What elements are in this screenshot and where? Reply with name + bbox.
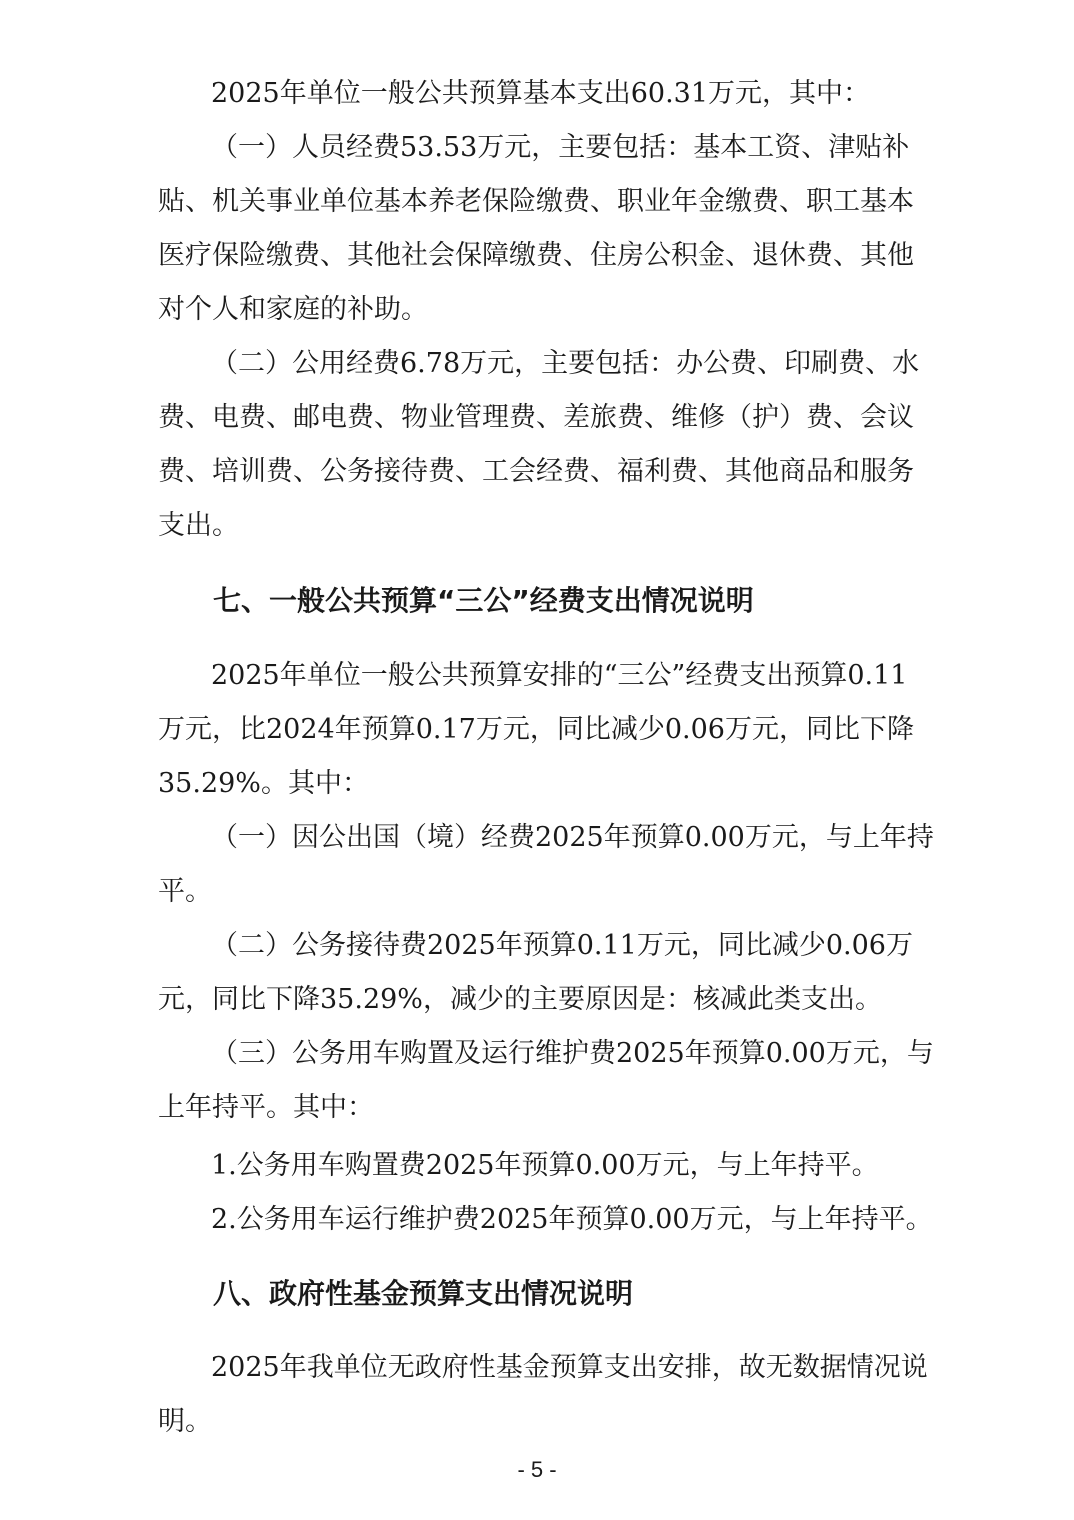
paragraph-line: 医疗保险缴费、其他社会保障缴费、住房公积金、退休费、其他 [158, 240, 914, 271]
paragraph-line: 上年持平。其中： [158, 1092, 374, 1123]
paragraph-line: 2025年单位一般公共预算安排的“三公”经费支出预算0.11 [211, 660, 908, 691]
paragraph-line: 1.公务用车购置费2025年预算0.00万元，与上年持平。 [211, 1150, 879, 1181]
paragraph-line: 35.29%。其中： [158, 768, 369, 799]
section-heading: 八、政府性基金预算支出情况说明 [213, 1277, 634, 1310]
paragraph-line: 2.公务用车运行维护费2025年预算0.00万元，与上年持平。 [211, 1204, 933, 1235]
paragraph-line: 元，同比下降35.29%，减少的主要原因是：核减此类支出。 [158, 984, 882, 1015]
paragraph-line: 2025年单位一般公共预算基本支出60.31万元，其中： [211, 78, 871, 109]
paragraph-line: （三）公务用车购置及运行维护费2025年预算0.00万元，与 [211, 1038, 934, 1069]
paragraph-line: 平。 [158, 876, 212, 907]
section-heading: 七、一般公共预算“三公”经费支出情况说明 [213, 584, 754, 617]
paragraph-line: 明。 [158, 1406, 212, 1437]
paragraph-line: 2025年我单位无政府性基金预算支出安排，故无数据情况说 [211, 1352, 928, 1383]
paragraph-line: 对个人和家庭的补助。 [158, 294, 428, 325]
paragraph-line: 支出。 [158, 510, 239, 541]
paragraph-line: 万元，比2024年预算0.17万元，同比减少0.06万元，同比下降 [158, 714, 914, 745]
paragraph-line: （二）公务接待费2025年预算0.11万元，同比减少0.06万 [211, 930, 913, 961]
paragraph-line: 贴、机关事业单位基本养老保险缴费、职业年金缴费、职工基本 [158, 186, 914, 217]
paragraph-line: （一）因公出国（境）经费2025年预算0.00万元，与上年持 [211, 822, 934, 853]
paragraph-line: 费、电费、邮电费、物业管理费、差旅费、维修（护）费、会议 [158, 402, 914, 433]
paragraph-line: （二）公用经费6.78万元，主要包括：办公费、印刷费、水 [211, 348, 920, 379]
page-number: - 5 - [517, 1457, 557, 1482]
paragraph-line: 费、培训费、公务接待费、工会经费、福利费、其他商品和服务 [158, 456, 914, 487]
paragraph-line: （一）人员经费53.53万元，主要包括：基本工资、津贴补 [211, 132, 910, 163]
